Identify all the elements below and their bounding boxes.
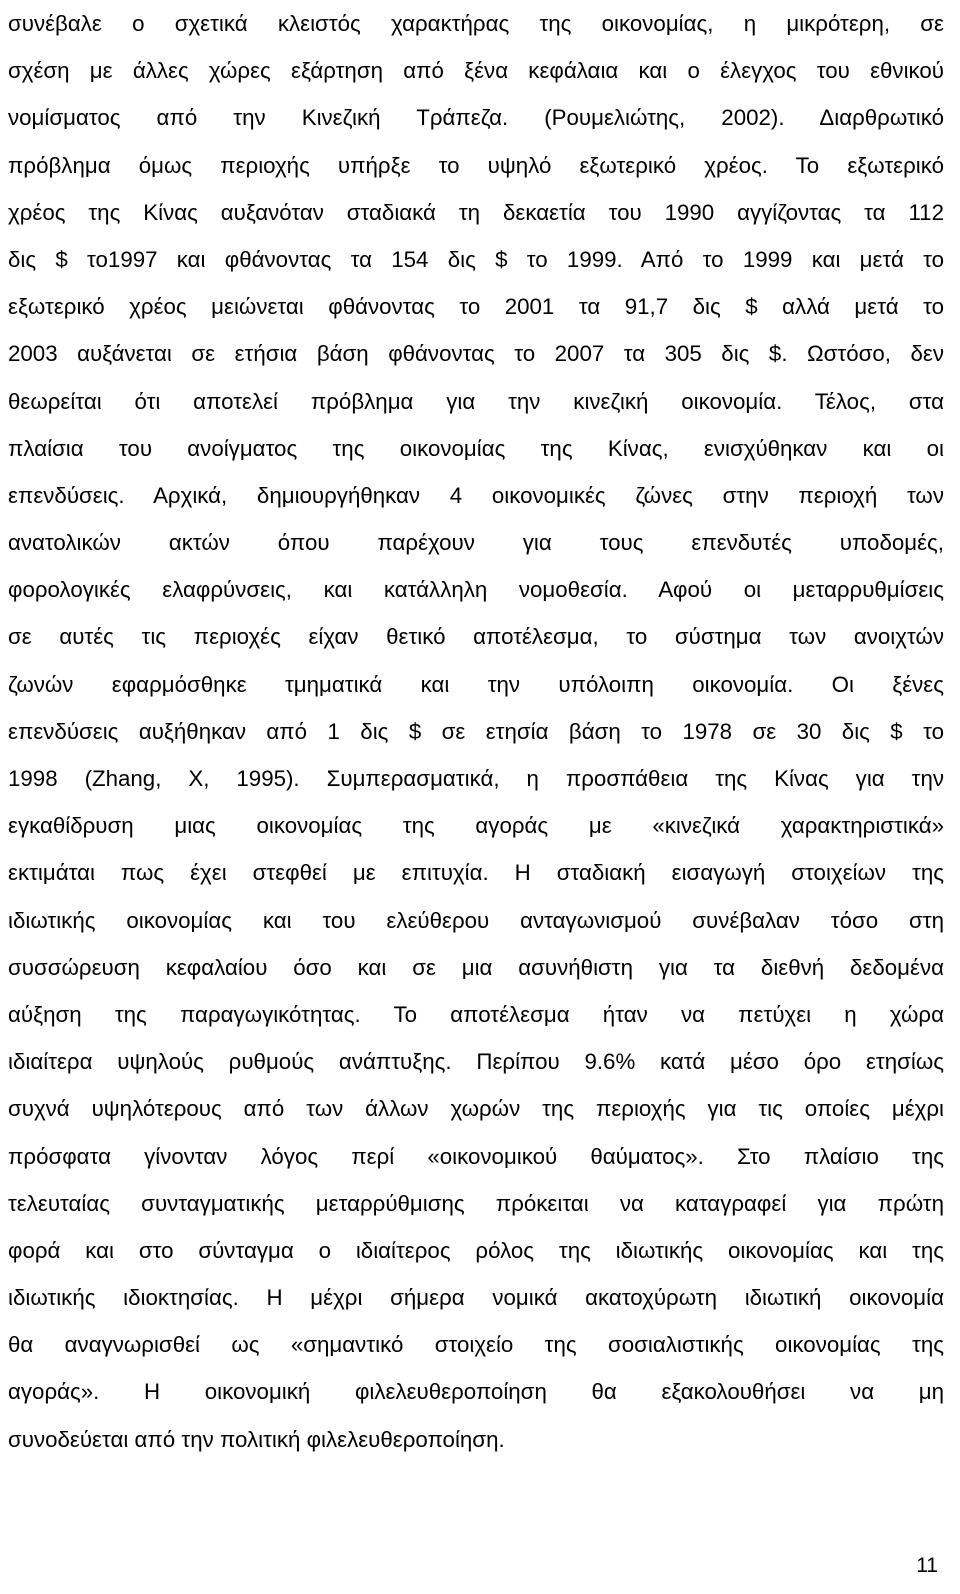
text-line: επενδύσεις. Αρχικά, δημιουργήθηκαν 4 οικονομικές ζώνες στην περιοχή των (8, 482, 944, 508)
text-line: σχέση με άλλες χώρες εξάρτηση από ξένα κεφάλαια και ο έλεγχος του εθνικού (8, 58, 944, 84)
text-line: συνέβαλε ο σχετικά κλειστός χαρακτήρας της οικονομίας, η μικρότερη, σε (8, 11, 944, 36)
body-paragraph (8, 0, 944, 1463)
text-line: συχνά υψηλότερους από των άλλων χωρών της περιοχής για τις οποίες μέχρι (8, 1096, 944, 1122)
text-line: τελευταίας συνταγματικής μεταρρύθμισης πρόκειται να καταγραφεί για πρώτη (8, 1190, 944, 1216)
text-line: εκτιμάται πως έχει στεφθεί με επιτυχία. Η σταδιακή εισαγωγή στοιχείων της (8, 860, 944, 886)
text-line: θα αναγνωρισθεί ως «σημαντικό στοιχείο της σοσιαλιστικής οικονομίας της (8, 1332, 944, 1358)
text-line: 2003 αυξάνεται σε ετήσια βάση φθάνοντας το 2007 τα 305 δις $. Ωστόσο, δεν (8, 341, 944, 367)
text-line: ιδιωτικής ιδιοκτησίας. Η μέχρι σήμερα νομικά ακατοχύρωτη ιδιωτική οικονομία (8, 1285, 944, 1311)
page-number: 11 (916, 1554, 938, 1577)
text-line: νομίσματος από την Κινεζική Τράπεζα. (Ρουμελιώτης, 2002). Διαρθρωτικό (8, 105, 944, 131)
text-line: ζωνών εφαρμόσθηκε τμηματικά και την υπόλοιπη οικονομία. Οι ξένες (8, 671, 944, 697)
text-line: ανατολικών ακτών όπου παρέχουν για τους επενδυτές υποδομές, (8, 530, 944, 556)
text-line: εγκαθίδρυση μιας οικονομίας της αγοράς με «κινεζικά χαρακτηριστικά» (8, 813, 944, 839)
text-line: πρόσφατα γίνονταν λόγος περί «οικονομικού θαύματος». Στο πλαίσιο της (8, 1143, 944, 1169)
text-line: επενδύσεις αυξήθηκαν από 1 δις $ σε ετησία βάση το 1978 σε 30 δις $ το (8, 718, 944, 744)
text-line: αγοράς». Η οικονομική φιλελευθεροποίηση θα εξακολουθήσει να μη (8, 1379, 944, 1405)
text-line: δις $ το1997 και φθάνοντας τα 154 δις $ το 1999. Από το 1999 και μετά το (8, 246, 944, 272)
text-line: σε αυτές τις περιοχές είχαν θετικό αποτέλεσμα, το σύστημα των ανοιχτών (8, 624, 944, 650)
text-line: πρόβλημα όμως περιοχής υπήρξε το υψηλό εξωτερικό χρέος. Το εξωτερικό (8, 152, 944, 178)
text-line: φορά και στο σύνταγμα ο ιδιαίτερος ρόλος της ιδιωτικής οικονομίας και της (8, 1237, 944, 1263)
text-line: ιδιωτικής οικονομίας και του ελεύθερου ανταγωνισμού συνέβαλαν τόσο στη (8, 907, 944, 933)
text-line: πλαίσια του ανοίγματος της οικονομίας της Κίνας, ενισχύθηκαν και οι (8, 435, 944, 461)
text-line: χρέος της Κίνας αυξανόταν σταδιακά τη δεκαετία του 1990 αγγίζοντας τα 112 (8, 199, 944, 225)
text-line: αύξηση της παραγωγικότητας. Το αποτέλεσμα ήταν να πετύχει η χώρα (8, 1001, 944, 1027)
text-line-last: συνοδεύεται από την πολιτική φιλελευθεροποίηση. (8, 1426, 505, 1452)
text-line: φορολογικές ελαφρύνσεις, και κατάλληλη νομοθεσία. Αφού οι μεταρρυθμίσεις (8, 577, 944, 603)
text-line: συσσώρευση κεφαλαίου όσο και σε μια ασυνήθιστη για τα διεθνή δεδομένα (8, 954, 944, 980)
text-line: ιδιαίτερα υψηλούς ρυθμούς ανάπτυξης. Περίπου 9.6% κατά μέσο όρο ετησίως (8, 1049, 944, 1075)
text-line: 1998 (Zhang, X, 1995). Συμπερασματικά, η προσπάθεια της Κίνας για την (8, 766, 944, 791)
text-line: θεωρείται ότι αποτελεί πρόβλημα για την κινεζική οικονομία. Τέλος, στα (8, 388, 944, 414)
text-line: εξωτερικό χρέος μειώνεται φθάνοντας το 2001 τα 91,7 δις $ αλλά μετά το (8, 294, 944, 320)
